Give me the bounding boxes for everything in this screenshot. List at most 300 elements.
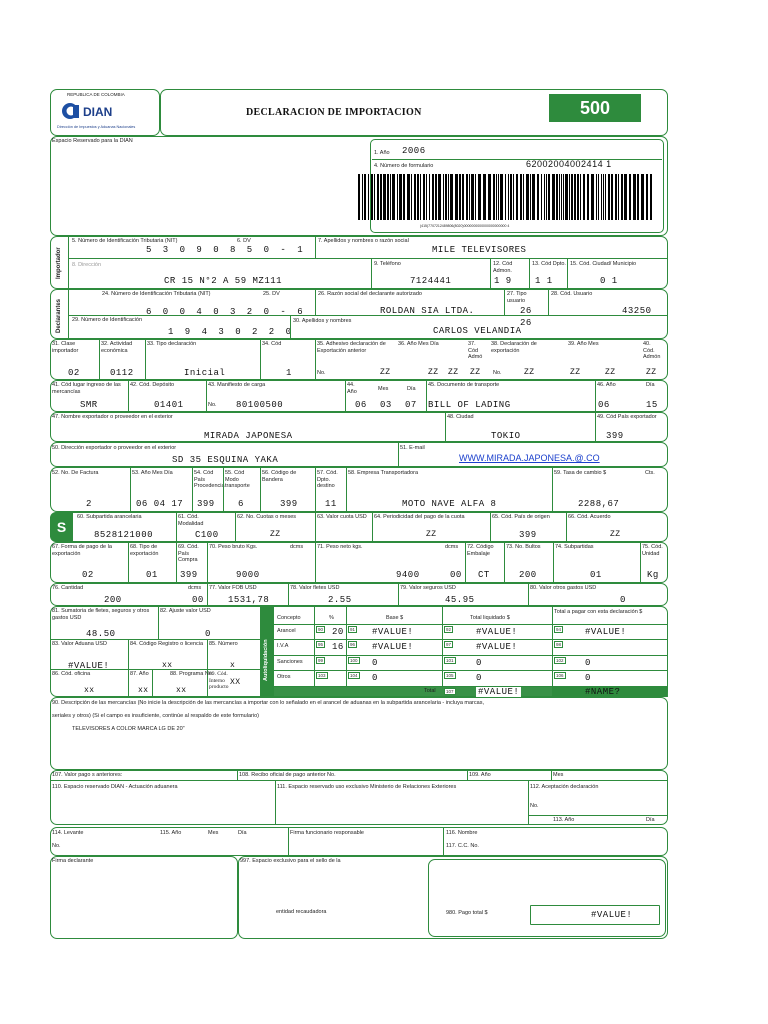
barcode-bar xyxy=(563,174,564,220)
barcode-bar xyxy=(483,174,486,220)
barcode-bar xyxy=(646,174,648,220)
liq-row-code3: 105 xyxy=(446,673,454,678)
v83: #VALUE! xyxy=(68,661,110,671)
barcode-bar xyxy=(455,174,458,220)
v32: 0112 xyxy=(110,368,134,378)
l38-no: No. xyxy=(493,370,502,376)
barcode-bar xyxy=(475,174,476,220)
v44d: 07 xyxy=(405,400,417,410)
l41: 41. Cód lugar ingreso de las mercancías xyxy=(52,382,121,395)
barcode-bar xyxy=(574,174,576,220)
imp-dpto-value: 1 1 xyxy=(535,276,553,286)
republica-label: REPUBLICA DE COLOMBIA xyxy=(67,92,125,97)
l109: 109. Año xyxy=(469,772,491,778)
v60: 8528121000 xyxy=(94,530,154,540)
barcode-bar xyxy=(364,174,366,220)
dec-razon-label: 26. Razón social del declarante autorizado xyxy=(318,291,422,297)
barcode-bar xyxy=(505,174,506,220)
v58: MOTO NAVE ALFA 8 xyxy=(402,499,497,509)
liq-total: Total liquidado $ xyxy=(470,615,510,621)
l35: 35. Adhesivo declaración de Exportación anterior xyxy=(317,341,386,354)
v70: 9000 xyxy=(236,570,260,580)
dec-nit-label: 24. Número de Identificación Tributaria (NIT) xyxy=(102,291,211,297)
barcode-bar xyxy=(414,174,416,220)
barcode-bar xyxy=(450,174,453,220)
v57: 11 xyxy=(325,499,337,509)
l56: 56. Código de Bandera xyxy=(262,470,297,483)
l116: 116. Nombre xyxy=(446,830,478,836)
v76: 200 xyxy=(104,595,122,605)
formulario-value: 62002004002414 1 xyxy=(526,159,612,169)
barcode-bar xyxy=(462,174,464,220)
dec-tipo-value: 26 xyxy=(520,306,532,316)
l76: 76. Cantidad xyxy=(52,585,84,591)
dian-logo-icon xyxy=(60,101,82,121)
v66: ZZ xyxy=(610,530,621,539)
v77: 1531,78 xyxy=(228,595,270,605)
v84: xx xyxy=(162,661,173,670)
barcode-bar xyxy=(358,174,360,220)
l90b: seriales y otros) (Si el campo es insuficiente, continúe al respaldo de este formulario) xyxy=(52,713,259,719)
barcode-bar xyxy=(523,174,524,220)
v44a: 06 xyxy=(355,400,367,410)
barcode-bar xyxy=(559,174,560,220)
barcode-bar xyxy=(537,174,539,220)
l115-dia: Día xyxy=(238,830,247,836)
email-link[interactable]: WWW.MIRADA.JAPONESA.@.CO xyxy=(459,453,600,463)
v65: 399 xyxy=(519,530,537,540)
barcode-bar xyxy=(438,174,441,220)
barcode-bar xyxy=(488,174,491,220)
v69: 399 xyxy=(180,570,198,580)
barcode-bar xyxy=(637,174,639,220)
imp-adm-value: 1 9 xyxy=(494,276,512,286)
l42: 42. Cód. Depósito xyxy=(130,382,175,388)
dec-tipo-label: 27. Tipo usuario xyxy=(507,291,527,304)
dian-brand-sub: Dirección de Impuestos y Aduanas Nacionales xyxy=(57,125,136,129)
barcode-bar xyxy=(371,174,373,220)
barcode-bar xyxy=(448,174,449,220)
barcode-bar xyxy=(399,174,402,220)
v39a: ZZ xyxy=(570,368,581,377)
barcode-bar xyxy=(380,174,382,220)
v38: ZZ xyxy=(524,368,535,377)
barcode-bar xyxy=(466,174,468,220)
l115-mes: Mes xyxy=(208,830,219,836)
barcode-bar xyxy=(605,174,606,220)
liq-row-code4: 102 xyxy=(556,658,564,663)
liq-row-code3: 97 xyxy=(446,642,452,647)
barcode-bar xyxy=(429,174,430,220)
v55: 6 xyxy=(238,499,244,509)
v71d: 00 xyxy=(450,570,462,580)
liq-row-base: 0 xyxy=(372,658,378,668)
sign-declarante-box xyxy=(50,856,238,939)
l111: 111. Espacio reservado uso exclusivo Ministerio de Relaciones Exteriores xyxy=(277,784,457,790)
barcode-bar xyxy=(403,174,405,220)
barcode-bar xyxy=(383,174,386,220)
barcode-bar xyxy=(618,174,619,220)
v53: 06 04 17 xyxy=(136,499,184,509)
dian-reserved-label: Espacio Reservado para la DIAN xyxy=(52,138,133,144)
liq-row-base: #VALUE! xyxy=(372,642,414,652)
barcode-bar xyxy=(544,174,545,220)
l55: 55. Cód Modo transporte xyxy=(225,470,250,489)
dec-cod-value: 43250 xyxy=(622,306,652,316)
dec-dv-label: 25. DV xyxy=(263,291,280,297)
l117: 117. C.C. No. xyxy=(446,843,479,849)
l107: 107. Valor pago s anteriores: xyxy=(52,772,123,778)
barcode-bar xyxy=(435,174,437,220)
l69: 69. Cód. País Compra xyxy=(178,544,199,563)
formulario-label: 4. Número de formulario xyxy=(374,163,434,169)
barcode-bar xyxy=(516,174,518,220)
barcode-bar xyxy=(598,174,599,220)
v41: SMR xyxy=(80,400,98,410)
barcode-bar xyxy=(624,174,627,220)
v44m: 03 xyxy=(380,400,392,410)
l35-no: No. xyxy=(317,370,326,376)
l87: 87. Año xyxy=(130,671,149,677)
l73: 73. No. Bultos xyxy=(506,544,541,550)
l36: 36. Año Mes Día xyxy=(398,341,439,347)
v79: 45.95 xyxy=(445,595,475,605)
liq-row-code4: 94 xyxy=(556,627,562,632)
v86: xx xyxy=(84,686,95,695)
l60: 60. Subpartida arancelaria xyxy=(77,514,142,520)
barcode-bar xyxy=(650,174,652,220)
entidad-recaudadora: entidad recaudadora xyxy=(276,909,327,915)
v46d: 15 xyxy=(646,400,658,410)
barcode-bar xyxy=(577,174,579,220)
v85: x xyxy=(230,661,236,670)
imp-name-label: 7. Apellidos y nombres o razón social xyxy=(318,238,409,244)
l71-dcms: dcms xyxy=(445,544,459,550)
l72: 72. Código Embalaje xyxy=(467,544,494,557)
barcode-bar xyxy=(362,174,363,220)
l82: 82. Ajuste valor USD xyxy=(160,608,211,614)
barcode-bar xyxy=(459,174,461,220)
row107 xyxy=(50,770,668,825)
liq-row-total: 0 xyxy=(476,658,482,668)
v56: 399 xyxy=(280,499,298,509)
liq-row-base: 0 xyxy=(372,673,378,683)
v87: xx xyxy=(138,686,149,695)
v52: 2 xyxy=(86,499,92,509)
imp-ciudad-label: 15. Cód. Ciudad/ Municipio xyxy=(570,261,637,267)
liq-row-code2: 91 xyxy=(350,627,356,632)
liq-row-name: I.V.A xyxy=(277,643,289,649)
l53: 53. Año Mes Día xyxy=(132,470,173,476)
v42: 01401 xyxy=(154,400,184,410)
l61: 61. Cód. Modalidad xyxy=(178,514,204,527)
dec-id-label: 29. Número de Identificación xyxy=(72,317,143,323)
v49: 399 xyxy=(606,431,624,441)
v72: CT xyxy=(478,570,490,580)
v40: ZZ xyxy=(646,368,657,377)
barcode-bar xyxy=(541,174,542,220)
barcode-bar xyxy=(603,174,604,220)
l76-dcms: dcms xyxy=(188,585,202,591)
v90: TELEVISORES A COLOR MARCA LG DE 20" xyxy=(72,726,185,732)
firma-declarante: Firma declarante xyxy=(52,858,94,864)
l57: 57. Cód. Dpto. destino xyxy=(317,470,338,489)
barcode-bar xyxy=(513,174,514,220)
v59: 2288,67 xyxy=(578,499,620,509)
v50: SD 35 ESQUINA YAKA xyxy=(172,455,279,465)
v33: Inicial xyxy=(184,368,226,378)
l83: 83. Valor Aduana USD xyxy=(52,641,107,647)
barcode-bar xyxy=(496,174,497,220)
liq-row-pct: 20 xyxy=(332,627,344,637)
l64: 64. Periodicidad del pago de la cuota xyxy=(374,514,465,520)
dec-nombre-label: 30. Apellidos y nombres xyxy=(293,318,352,324)
l75: 75. Cód. Unidad xyxy=(642,544,663,557)
barcode-bar xyxy=(387,174,389,220)
autoliq-side-label: Autoliquidación xyxy=(263,639,269,681)
l44-dia: Día xyxy=(407,386,416,392)
l113: 113. Año xyxy=(553,817,575,823)
barcode-bar xyxy=(432,174,434,220)
l80: 80. Valor otros gastos USD xyxy=(530,585,597,591)
v39b: ZZ xyxy=(605,368,616,377)
v980: #VALUE! xyxy=(591,910,633,920)
l44-mes: Mes xyxy=(378,386,389,392)
barcode-bar xyxy=(374,174,375,220)
liq-row-code4: 106 xyxy=(556,673,564,678)
l39: 39. Año Mes xyxy=(568,341,599,347)
barcode-bar xyxy=(641,174,644,220)
barcode-bar xyxy=(471,174,474,220)
l70-dcms: dcms xyxy=(290,544,304,550)
liq-row-code2: 100 xyxy=(350,658,358,663)
l84: 84. Código Registro o licencia xyxy=(130,641,204,647)
barcode-bar xyxy=(546,174,547,220)
barcode-bar xyxy=(633,174,636,220)
v47: MIRADA JAPONESA xyxy=(204,431,293,441)
l62: 62. No. Cuotas o meses xyxy=(237,514,297,520)
l46: 46. Año xyxy=(597,382,616,388)
declaration-form xyxy=(50,89,668,939)
barcode-bar xyxy=(587,174,589,220)
imp-tel-value: 7124441 xyxy=(410,276,452,286)
l78: 78. Valor fletes USD xyxy=(290,585,340,591)
barcode-bar xyxy=(601,174,602,220)
liq-row-pagar: 0 xyxy=(585,673,591,683)
v36a: ZZ xyxy=(428,368,439,377)
v68: 01 xyxy=(146,570,158,580)
l997: 997. Espacio exclusivo para el sello de la xyxy=(240,858,341,864)
v37: ZZ xyxy=(470,368,481,377)
barcode-bar xyxy=(548,174,550,220)
barcode-bar xyxy=(417,174,419,220)
desc-section xyxy=(50,697,668,770)
barcode-bar xyxy=(583,174,585,220)
l115: 115. Año xyxy=(160,830,182,836)
pago-total-box xyxy=(428,859,666,937)
barcode-bar xyxy=(596,174,597,220)
barcode-bar xyxy=(510,174,512,220)
l85: 85. Número xyxy=(209,641,238,647)
v62: ZZ xyxy=(270,530,281,539)
v46a: 06 xyxy=(598,400,610,410)
v78: 2.55 xyxy=(328,595,352,605)
l114: 114. Levante xyxy=(52,830,84,836)
dec-razon-value: ROLDAN SIA LTDA. xyxy=(380,306,475,316)
liq-row-total: 0 xyxy=(476,673,482,683)
l45: 45. Documento de transporte xyxy=(428,382,500,388)
liq-row-name: Sanciones xyxy=(277,659,303,665)
imp-dir-value: CR 15 N°2 A 59 MZ111 xyxy=(164,276,283,286)
liq-row-code1: 103 xyxy=(318,673,326,678)
barcode-bar xyxy=(407,174,410,220)
dec-nombre-value: CARLOS VELANDIA xyxy=(433,326,522,336)
v64: ZZ xyxy=(426,530,437,539)
liq-row-pagar: #VALUE! xyxy=(585,627,627,637)
barcode-bar xyxy=(611,174,613,220)
v88: xx xyxy=(176,686,187,695)
barcode-bar xyxy=(420,174,421,220)
v54: 399 xyxy=(197,499,215,509)
liq-row-name: Arancel xyxy=(277,628,296,634)
liq-row-code1: 95 xyxy=(318,642,324,647)
imp-dv-label: 6. DV xyxy=(237,238,251,244)
barcode-bar xyxy=(608,174,610,220)
l88: 88. Programa No. xyxy=(170,671,214,677)
l112: 112. Aceptación declaración xyxy=(530,784,599,790)
v71: 9400 xyxy=(396,570,420,580)
l38: 38. Declaración de exportación xyxy=(491,341,537,354)
year-value: 2006 xyxy=(402,146,426,156)
l54: 54. Cód País Procedencia xyxy=(194,470,225,489)
barcode-bar xyxy=(445,174,447,220)
barcode-bar xyxy=(530,174,531,220)
l32: 32. Actividad económica xyxy=(101,341,133,354)
imp-nit-value: 5 3 0 9 0 8 5 0 - 1 xyxy=(146,245,306,255)
barcode-bar xyxy=(571,174,573,220)
barcode-bar xyxy=(629,174,631,220)
barcode-bar xyxy=(493,174,495,220)
v48: TOKIO xyxy=(491,431,521,441)
v34: 1 xyxy=(286,368,292,378)
v75: Kg xyxy=(647,570,659,580)
v89: XX xyxy=(230,678,241,687)
l59-cts: Cts. xyxy=(645,470,655,476)
l31: 31. Clase importador xyxy=(52,341,79,354)
l40: 40. Cód. Admón xyxy=(643,341,661,360)
barcode-bar xyxy=(469,174,470,220)
liq-row-name: Otros xyxy=(277,674,291,680)
form-number-badge: 500 xyxy=(549,94,641,122)
l33: 33. Tipo declaración xyxy=(147,341,197,347)
l109-mes: Mes xyxy=(553,772,564,778)
barcode-bar xyxy=(390,174,391,220)
l980: 980. Pago total $ xyxy=(446,910,488,916)
liq-row-pagar: 0 xyxy=(585,658,591,668)
liq-row-code3: 92 xyxy=(446,627,452,632)
barcode-bar xyxy=(397,174,398,220)
liq-row-pct: 16 xyxy=(332,642,344,652)
barcode-bar xyxy=(368,174,369,220)
barcode-bar xyxy=(423,174,425,220)
v74: 01 xyxy=(590,570,602,580)
year-label: 1. Año xyxy=(374,150,390,156)
imp-ciudad-value: 0 1 xyxy=(600,276,618,286)
liq-row-code1: 90 xyxy=(318,627,324,632)
l77: 77. Valor FOB USD xyxy=(209,585,257,591)
l108: 108. Recibo oficial de pago anterior No. xyxy=(239,772,336,778)
l43-no: No. xyxy=(208,402,217,408)
barcode-bar xyxy=(508,174,509,220)
v81: 48.50 xyxy=(86,629,116,639)
l110: 110. Espacio reservado DIAN - Actuación aduanera xyxy=(52,784,178,790)
dian-brand: DIAN xyxy=(83,105,113,119)
barcode-bar xyxy=(591,174,594,220)
l90: 90. Descripción de las mercancías (No inicie la descripción de las mercancías a importar con lo señalado en el arancel de aduanas en la subpartida arancelaria - incluya marcas, xyxy=(52,700,484,706)
v45: BILL OF LADING xyxy=(428,400,511,410)
l70: 70. Peso bruto Kgs. xyxy=(209,544,258,550)
l58: 58. Empresa Transportadora xyxy=(348,470,419,476)
imp-dpto-label: 13. Cód Dpto. xyxy=(532,261,566,267)
barcode-bar xyxy=(426,174,427,220)
barcode-bar xyxy=(526,174,529,220)
declarante-side-label: Declarantes xyxy=(56,298,62,333)
liq-row-code1: 99 xyxy=(318,658,324,663)
l59: 59. Tasa de cambio $ xyxy=(554,470,607,476)
barcode-bar xyxy=(411,174,412,220)
l66: 66. Cód. Acuerdo xyxy=(568,514,611,520)
barcode-bar xyxy=(561,174,562,220)
barcode-bar xyxy=(565,174,568,220)
liq-row-total: #VALUE! xyxy=(476,627,518,637)
v76d: 00 xyxy=(192,595,204,605)
liq-row-code3: 101 xyxy=(446,658,454,663)
v80: 0 xyxy=(620,595,626,605)
barcode-bar xyxy=(478,174,481,220)
v43: 80100500 xyxy=(236,400,284,410)
l86: 86. Cód. oficina xyxy=(52,671,91,677)
barcode-bar xyxy=(621,174,623,220)
form-title: DECLARACION DE IMPORTACION xyxy=(246,107,422,118)
v61: C100 xyxy=(195,530,219,540)
imp-dir-label: 8. Dirección xyxy=(72,262,102,268)
l44: 44. Año xyxy=(347,382,357,395)
liq-total-value: #VALUE! xyxy=(478,687,520,697)
l34: 34. Cód xyxy=(262,341,282,347)
barcode-bar xyxy=(498,174,499,220)
firma-funcionario: Firma funcionario responsable xyxy=(290,830,364,836)
liq-row-base: #VALUE! xyxy=(372,627,414,637)
liq-base: Base $ xyxy=(386,615,404,621)
barcode-bar xyxy=(532,174,535,220)
liq-pagar: Total a pagar con esta declaración $ xyxy=(554,609,643,615)
l114-no: No. xyxy=(52,843,61,849)
v73: 200 xyxy=(519,570,537,580)
dec-tipo-value-2: 26 xyxy=(520,318,532,328)
barcode-bar xyxy=(580,174,581,220)
l47: 47. Nombre exportador o proveedor en el exterior xyxy=(52,414,173,420)
l52: 52. No. De Factura xyxy=(52,470,99,476)
v67: 02 xyxy=(82,570,94,580)
subpartida-badge: S xyxy=(50,512,73,542)
imp-name-value: MILE TELEVISORES xyxy=(432,245,527,255)
l43: 43. Manifiesto de carga xyxy=(208,382,266,388)
l74: 74. Subpartidas xyxy=(555,544,594,550)
l68: 68. Tipo de exportación xyxy=(130,544,159,557)
imp-tel-label: 9. Teléfono xyxy=(374,261,401,267)
v82: 0 xyxy=(205,629,211,639)
liq-pct: % xyxy=(329,615,334,621)
